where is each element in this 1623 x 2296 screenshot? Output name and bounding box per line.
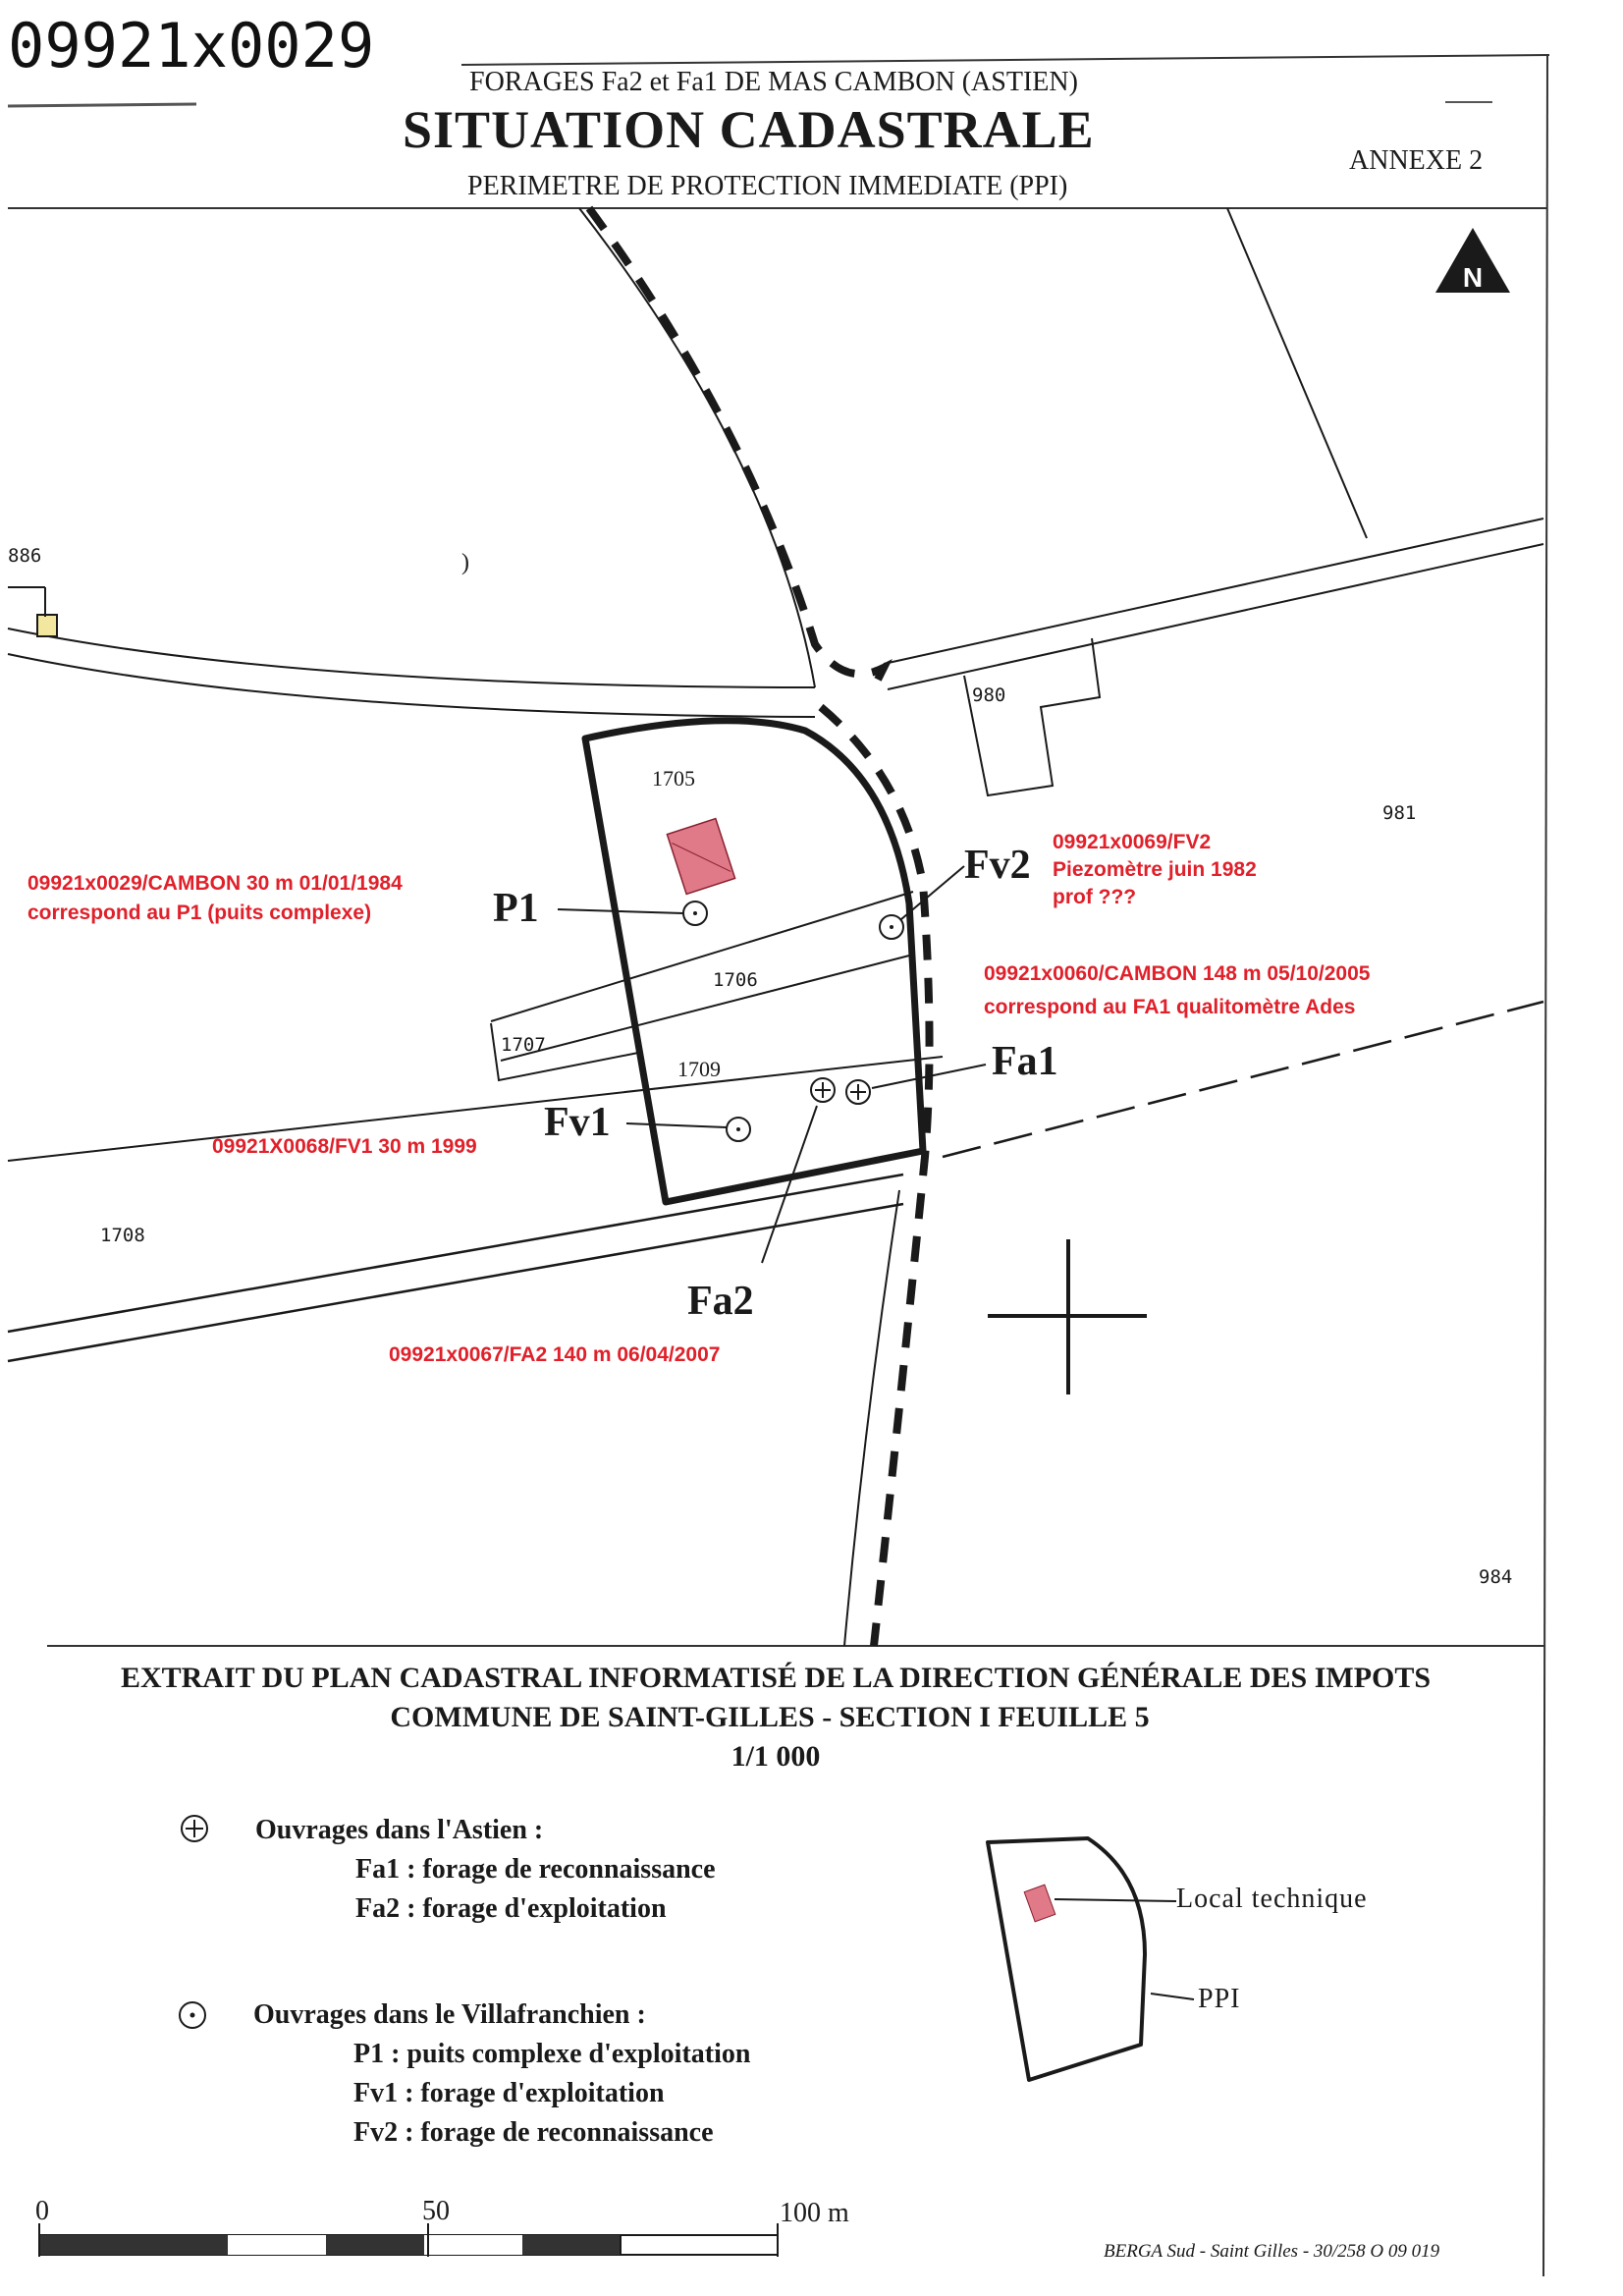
scale-label: 100 m: [780, 2198, 849, 2228]
scale-bar: [39, 2223, 778, 2257]
frame-right: [1543, 55, 1547, 2276]
stamp-id: 09921x0029: [8, 10, 375, 82]
legend-astien-item: Fa2 : forage d'exploitation: [355, 1893, 667, 1924]
road-edge: [844, 1190, 899, 1646]
legend-astien-icon: [182, 1816, 207, 1841]
parcel-886-marker: [37, 615, 57, 636]
legend-villafranchien-item: P1 : puits complexe d'exploitation: [353, 2039, 751, 2069]
scale-label: 0: [35, 2196, 49, 2226]
well-label-p1: P1: [493, 886, 539, 931]
well-label-fv1: Fv1: [544, 1100, 611, 1145]
road-edge: [8, 1175, 903, 1332]
annotation-p1: 09921x0029/CAMBON 30 m 01/01/1984: [27, 872, 403, 895]
parcel-boundary: [1227, 208, 1367, 538]
footer-scale: 1/1 000: [730, 1740, 821, 1773]
well-label-fa1: Fa1: [992, 1039, 1058, 1084]
parcel-number: 981: [1382, 802, 1417, 824]
parcel-number: 1708: [100, 1225, 145, 1246]
crosshair-mark: [988, 1239, 1147, 1394]
well-leader: [626, 1123, 727, 1127]
scale-label: 50: [422, 2196, 450, 2226]
astien-well-icon: [846, 1080, 870, 1104]
villafranchien-well-icon: [727, 1118, 750, 1141]
road-edge: [8, 654, 815, 717]
header-title: SITUATION CADASTRALE: [403, 100, 1095, 159]
legend-local-technique: Local technique: [1176, 1884, 1368, 1914]
header-subtitle-top: FORAGES Fa2 et Fa1 DE MAS CAMBON (ASTIEN): [469, 67, 1078, 97]
footer-commune: COMMUNE DE SAINT-GILLES - SECTION I FEUILLE 5: [390, 1701, 1150, 1733]
parcel-number: 1706: [713, 969, 758, 991]
north-arrow-icon: [1435, 228, 1510, 293]
legend-villafranchien-title: Ouvrages dans le Villafranchien :: [253, 1999, 646, 2030]
annotation-fv1: 09921X0068/FV1 30 m 1999: [212, 1135, 477, 1158]
legend-astien-title: Ouvrages dans l'Astien :: [255, 1815, 544, 1845]
credit-text: BERGA Sud - Saint Gilles - 30/258 O 09 019: [1104, 2241, 1440, 2262]
road-edge: [888, 544, 1543, 689]
legend-ppi: PPI: [1198, 1984, 1241, 2014]
parcel-number: 1707: [501, 1034, 546, 1056]
local-technique-building: [667, 819, 734, 895]
parcel-number: 886: [8, 545, 42, 567]
road-edge: [8, 629, 815, 687]
ppi-perimeter: [585, 721, 923, 1202]
annotation-p1: correspond au P1 (puits complexe): [27, 902, 372, 924]
astien-well-icon: [811, 1078, 835, 1102]
header-underline: [8, 104, 196, 106]
parcel-number: 980: [972, 684, 1006, 706]
frame-top: [461, 55, 1549, 65]
legend-ppi-inset: [988, 1838, 1194, 2080]
well-label-fv2: Fv2: [964, 843, 1031, 888]
annex-label: ANNEXE 2: [1349, 145, 1484, 176]
dashed-track: [821, 707, 930, 1646]
footer-title: EXTRAIT DU PLAN CADASTRAL INFORMATISÉ DE LA DIRECTION GÉNÉRALE DES IMPOTS: [120, 1662, 1432, 1694]
well-label-fa2: Fa2: [687, 1279, 754, 1324]
north-label: N: [1462, 262, 1484, 293]
annotation-fv2: 09921x0069/FV2: [1053, 831, 1212, 853]
parcel-strip-line: [501, 955, 913, 1061]
legend-villafranchien-item: Fv2 : forage de reconnaissance: [353, 2117, 714, 2148]
annotation-fv2: prof ???: [1053, 886, 1137, 908]
villafranchien-well-icon: [880, 915, 903, 939]
legend-villafranchien-icon: [180, 2002, 205, 2028]
annotation-fv2: Piezomètre juin 1982: [1053, 858, 1257, 881]
road-edge: [884, 519, 1543, 664]
parcel-number: 984: [1479, 1566, 1513, 1588]
legend-astien-item: Fa1 : forage de reconnaissance: [355, 1854, 716, 1885]
annotation-fa1: 09921x0060/CAMBON 148 m 05/10/2005: [984, 962, 1371, 985]
villafranchien-well-icon: [683, 902, 707, 925]
annotation-fa1: correspond au FA1 qualitomètre Ades: [984, 996, 1356, 1018]
road-edge: [579, 208, 815, 687]
parcel-number: 1709: [677, 1057, 721, 1081]
header-subtitle-bottom: PERIMETRE DE PROTECTION IMMEDIATE (PPI): [467, 171, 1068, 201]
well-leader: [558, 909, 683, 913]
legend-villafranchien-item: Fv1 : forage d'exploitation: [353, 2078, 665, 2108]
parcel-980-outline: [964, 638, 1100, 795]
bracket-mark: ): [461, 550, 469, 575]
parcel-number: 1705: [652, 766, 695, 791]
annotation-fa2: 09921x0067/FA2 140 m 06/04/2007: [389, 1343, 721, 1366]
